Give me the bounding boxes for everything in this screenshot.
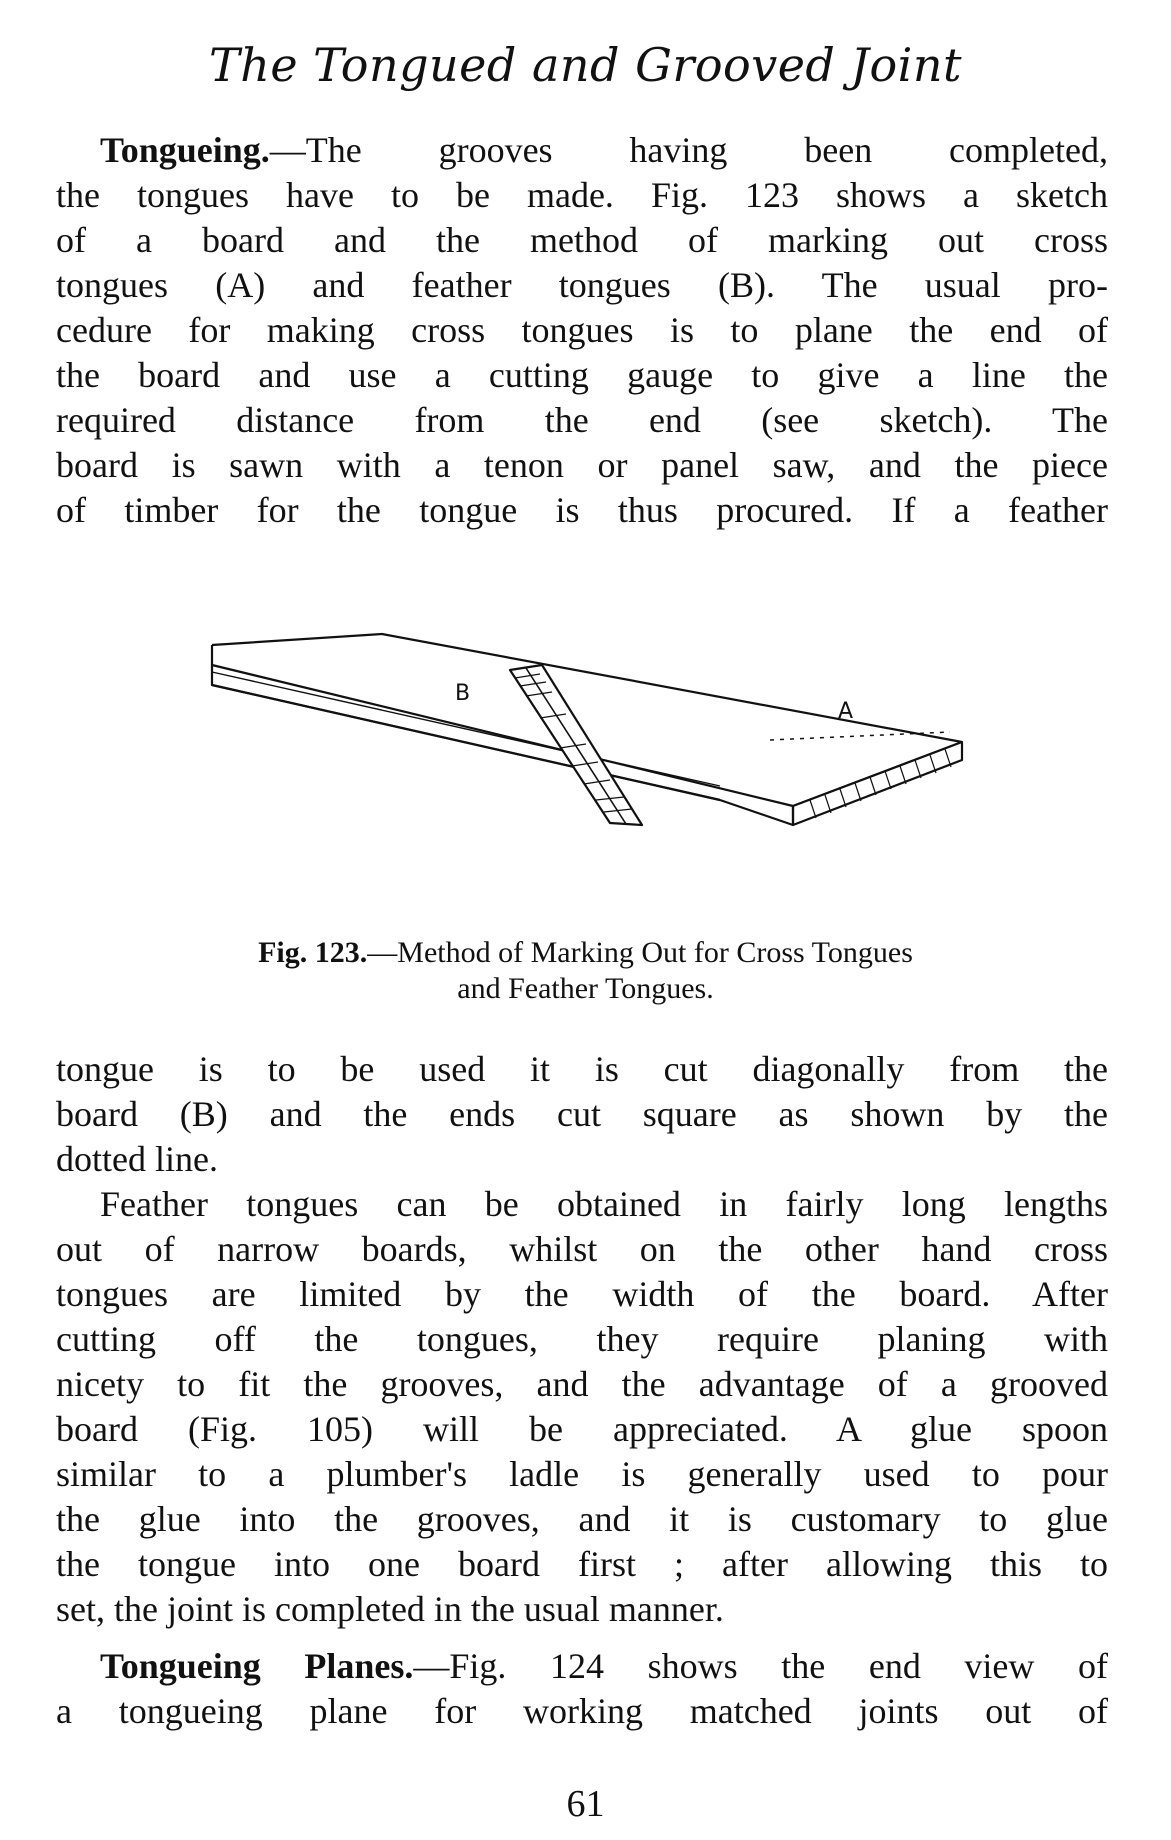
text-line: the tongue into one board first ; after allowing this to	[56, 1544, 1108, 1584]
text-line: the glue into the grooves, and it is customary to glue	[56, 1499, 1108, 1539]
text-line: similar to a plumber's ladle is generally used to pour	[56, 1454, 1108, 1494]
label-b: B	[455, 681, 471, 706]
text-line: board (B) and the ends cut square as shown by the	[56, 1094, 1108, 1134]
paragraph-tongueing-planes	[56, 1644, 1108, 1734]
text-line: cedure for making cross tongues is to plane the end of	[56, 310, 1108, 350]
caption-line-1: Fig. 123.—Method of Marking Out for Cross Tongues	[258, 936, 913, 969]
paragraph-feather-tongues	[56, 1182, 1108, 1632]
text-line: of a board and the method of marking out cross	[56, 220, 1108, 260]
text-line: tongues (A) and feather tongues (B). The usual pro-	[56, 265, 1108, 305]
page-title: The Tongued and Grooved Joint	[209, 38, 962, 92]
paragraph-continuation	[56, 1047, 1108, 1182]
paragraph-tongueing	[56, 128, 1108, 533]
text-line: cutting off the tongues, they require planing with	[56, 1319, 1108, 1359]
text-line: dotted line.	[56, 1139, 218, 1179]
text-line: of timber for the tongue is thus procured. If a feather	[56, 490, 1108, 530]
text-line: board (Fig. 105) will be appreciated. A glue spoon	[56, 1409, 1108, 1449]
text-line: a tongueing plane for working matched joints out of	[56, 1691, 1108, 1731]
label-a: A	[838, 699, 854, 724]
text-line: set, the joint is completed in the usual manner.	[56, 1589, 724, 1629]
page-number: 61	[566, 1783, 605, 1825]
text-line: the board and use a cutting gauge to give a line the	[56, 355, 1108, 395]
section-heading-tongueing-planes: Tongueing Planes.	[100, 1646, 414, 1686]
caption-line-2: and Feather Tongues.	[457, 972, 714, 1005]
text-line: Tongueing.—The grooves having been completed,	[100, 130, 1108, 170]
text-line: the tongues have to be made. Fig. 123 shows a sketch	[56, 175, 1108, 215]
text-line: required distance from the end (see sketch). The	[56, 400, 1108, 440]
text-line: Feather tongues can be obtained in fairly long lengths	[100, 1184, 1108, 1224]
text-line: tongue is to be used it is cut diagonally from the	[56, 1049, 1108, 1089]
text-line: tongues are limited by the width of the board. After	[56, 1274, 1108, 1314]
text-line: Tongueing Planes.—Fig. 124 shows the end view of	[100, 1646, 1108, 1686]
board-marking-figure	[210, 610, 970, 940]
text-line: board is sawn with a tenon or panel saw, and the piece	[56, 445, 1108, 485]
figure-caption	[0, 935, 1171, 1007]
section-heading-tongueing: Tongueing.	[100, 130, 270, 170]
text-line: out of narrow boards, whilst on the other hand cross	[56, 1229, 1108, 1269]
text-line: nicety to fit the grooves, and the advantage of a grooved	[56, 1364, 1108, 1404]
caption-figure-label: Fig. 123.	[258, 936, 368, 969]
